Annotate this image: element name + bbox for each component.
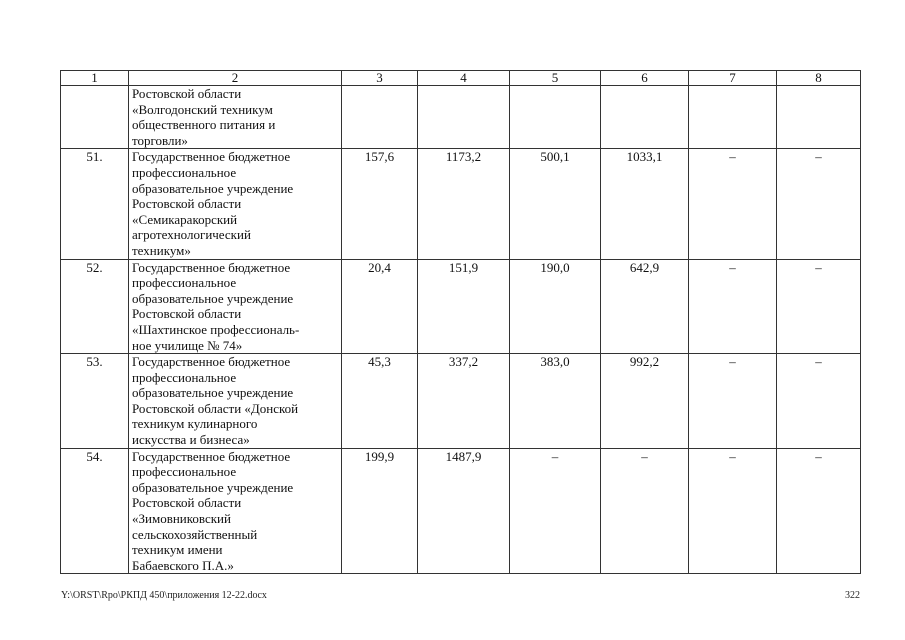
name-line: профессиональное <box>132 164 237 180</box>
data-table <box>60 70 861 574</box>
name-line: образовательное учреждение <box>132 290 294 306</box>
row-number-cell: 52. <box>61 259 129 354</box>
page-number: 322 <box>845 590 860 601</box>
value-cell: – <box>510 448 601 574</box>
value-cell <box>689 86 777 149</box>
continuation-row <box>61 86 861 149</box>
value-cell: – <box>777 448 861 574</box>
column-header: 2 <box>129 71 342 86</box>
institution-name-cell <box>129 354 342 449</box>
name-line: «Зимовниковский <box>132 511 231 527</box>
value-cell: – <box>689 354 777 449</box>
name-line: техникум имени <box>132 542 223 558</box>
value-cell: – <box>777 354 861 449</box>
value-cell: 992,2 <box>601 354 689 449</box>
name-line: профессиональное <box>132 275 237 291</box>
row-number-cell: 54. <box>61 448 129 574</box>
value-cell: 45,3 <box>342 354 418 449</box>
value-cell <box>777 86 861 149</box>
value-cell: – <box>777 149 861 259</box>
column-header: 8 <box>777 71 861 86</box>
value-cell: – <box>601 448 689 574</box>
value-cell: 20,4 <box>342 259 418 354</box>
name-line: техникум» <box>132 242 191 258</box>
row-number-cell: 51. <box>61 149 129 259</box>
name-line: Ростовской области <box>132 306 242 322</box>
value-cell <box>342 86 418 149</box>
name-line: Ростовской области «Донской <box>132 400 299 416</box>
name-line: Государственное бюджетное <box>132 149 291 165</box>
name-line: ное училище № 74» <box>132 337 243 353</box>
name-line: образовательное учреждение <box>132 479 294 495</box>
name-line: Ростовской области <box>132 196 242 212</box>
name-line: Бабаевского П.А.» <box>132 557 234 573</box>
name-line: профессиональное <box>132 369 237 385</box>
value-cell: 157,6 <box>342 149 418 259</box>
value-cell: 1487,9 <box>418 448 510 574</box>
value-cell: 1173,2 <box>418 149 510 259</box>
value-cell: 199,9 <box>342 448 418 574</box>
value-cell <box>601 86 689 149</box>
name-line: «Семикаракорский <box>132 211 238 227</box>
table-row <box>61 354 861 449</box>
column-header: 5 <box>510 71 601 86</box>
column-header: 6 <box>601 71 689 86</box>
name-line: Государственное бюджетное <box>132 259 291 275</box>
value-cell <box>510 86 601 149</box>
value-cell: 337,2 <box>418 354 510 449</box>
column-header: 3 <box>342 71 418 86</box>
value-cell: 642,9 <box>601 259 689 354</box>
name-line: Ростовской области <box>132 86 242 101</box>
column-header: 7 <box>689 71 777 86</box>
value-cell: 151,9 <box>418 259 510 354</box>
name-line: техникум кулинарного <box>132 416 258 432</box>
table-row <box>61 259 861 354</box>
name-line: агротехнологический <box>132 227 251 243</box>
institution-name-cell <box>129 86 342 149</box>
table-row <box>61 448 861 574</box>
value-cell: 190,0 <box>510 259 601 354</box>
name-line: Государственное бюджетное <box>132 448 291 464</box>
header-row <box>61 71 861 86</box>
name-line: сельскохозяйственный <box>132 526 258 542</box>
name-line: искусства и бизнеса» <box>132 432 250 448</box>
value-cell <box>418 86 510 149</box>
name-line: Государственное бюджетное <box>132 354 291 370</box>
name-line: «Волгодонский техникум <box>132 101 273 117</box>
column-header: 1 <box>61 71 129 86</box>
value-cell: 383,0 <box>510 354 601 449</box>
file-path-footer: Y:\ORST\Rpo\РКПД 450\приложения 12-22.docx <box>61 590 267 601</box>
name-line: торговли» <box>132 132 188 148</box>
institution-name-cell <box>129 259 342 354</box>
value-cell: – <box>689 149 777 259</box>
row-number-cell <box>61 86 129 149</box>
name-line: Ростовской области <box>132 495 242 511</box>
value-cell: – <box>689 448 777 574</box>
name-line: «Шахтинское профессиональ- <box>132 321 300 337</box>
table-row <box>61 149 861 259</box>
name-line: профессиональное <box>132 464 237 480</box>
institution-name-cell <box>129 149 342 259</box>
value-cell: – <box>689 259 777 354</box>
name-line: образовательное учреждение <box>132 180 294 196</box>
name-line: образовательное учреждение <box>132 385 294 401</box>
value-cell: 500,1 <box>510 149 601 259</box>
value-cell: 1033,1 <box>601 149 689 259</box>
column-header: 4 <box>418 71 510 86</box>
name-line: общественного питания и <box>132 117 276 133</box>
row-number-cell: 53. <box>61 354 129 449</box>
value-cell: – <box>777 259 861 354</box>
institution-name-cell <box>129 448 342 574</box>
